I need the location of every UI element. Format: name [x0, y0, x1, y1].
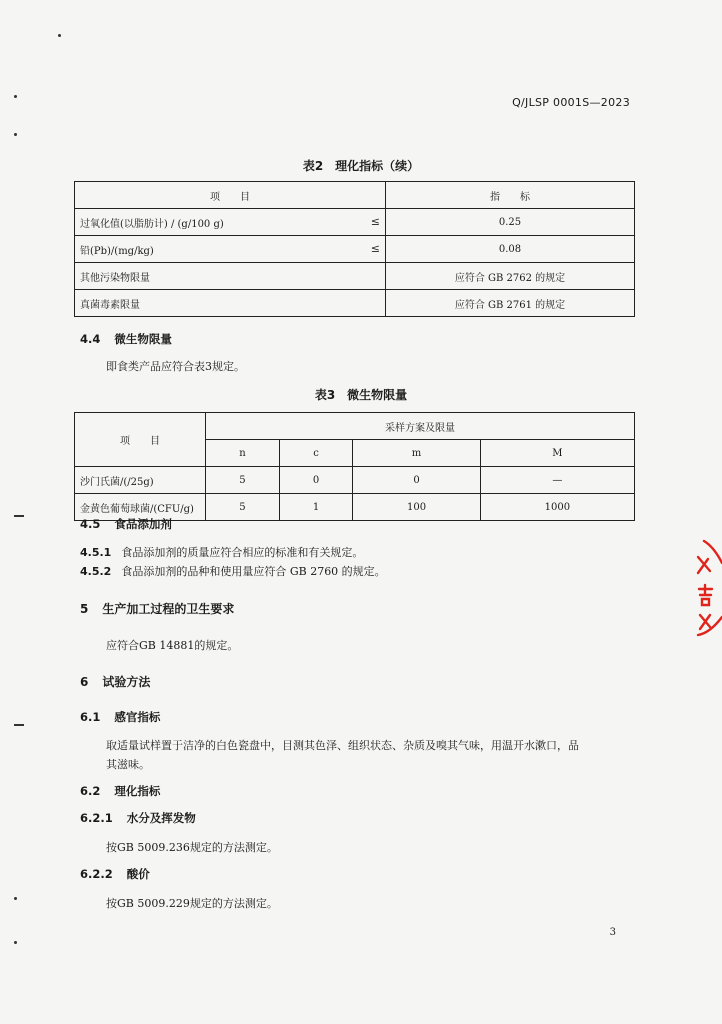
table3-title: 表3 微生物限量 — [314, 388, 408, 402]
page-number: 3 — [609, 927, 616, 938]
scan-speck — [58, 34, 61, 37]
table2-cell-value: 0.08 — [386, 236, 635, 263]
section-6-2-2-heading: 6.2.2 酸价 — [80, 867, 150, 881]
table3-cell-n: 5 — [206, 494, 280, 521]
section-6-heading: 6 试验方法 — [80, 675, 151, 689]
section-5-text: 应符合GB 14881的规定。 — [106, 639, 239, 652]
section-6-2-1-heading: 6.2.1 水分及挥发物 — [80, 811, 196, 825]
section-4-4-text: 即食类产品应符合表3规定。 — [106, 360, 245, 373]
scan-speck — [14, 941, 17, 944]
table3-header-row — [75, 413, 635, 440]
table3-cell-M: — — [480, 467, 634, 494]
scan-speck — [14, 724, 24, 726]
table3-cell-c: 1 — [279, 494, 353, 521]
red-seal-stamp — [692, 537, 722, 647]
section-4-5-1: 4.5.1 食品添加剂的质量应符合相应的标准和有关规定。 — [80, 546, 364, 559]
table-row — [75, 290, 635, 317]
section-6-1-text-line1: 取适量试样置于洁净的白色瓷盘中，目测其色泽、组织状态、杂质及嗅其气味，用温开水漱口，品 — [106, 739, 579, 752]
section-4-5-heading: 4.5 食品添加剂 — [80, 517, 172, 531]
table2-cell-item: 过氧化值(以脂肪计) / (g/100 g) ≤ — [75, 209, 386, 236]
table3-cell-item: 金黄色葡萄球菌/(CFU/g) — [75, 494, 206, 521]
table3-subheader-M: M — [480, 440, 634, 467]
table3-header-group: 采样方案及限量 — [206, 413, 635, 440]
section-4-4-heading: 4.4 微生物限量 — [80, 332, 172, 346]
table3-cell-item: 沙门氏菌/(/25g) — [75, 467, 206, 494]
table-row — [75, 209, 635, 236]
table2-cell-item: 铅(Pb)/(mg/kg) ≤ — [75, 236, 386, 263]
table2-header-item: 项 目 — [75, 182, 386, 209]
section-6-2-2-text: 按GB 5009.229规定的方法测定。 — [106, 897, 278, 910]
table3-cell-n: 5 — [206, 467, 280, 494]
table2-header-value: 指 标 — [386, 182, 635, 209]
table-row — [75, 263, 635, 290]
section-5-heading: 5 生产加工过程的卫生要求 — [80, 602, 235, 616]
table3-subheader-n: n — [206, 440, 280, 467]
scan-speck — [14, 95, 17, 98]
scan-speck — [14, 515, 24, 517]
section-6-1-heading: 6.1 感官指标 — [80, 710, 161, 724]
section-6-1-text-line2: 其滋味。 — [106, 758, 150, 771]
scan-speck — [14, 133, 17, 136]
table2-cell-item: 其他污染物限量 — [75, 263, 386, 290]
table2-cell-item: 真菌毒素限量 — [75, 290, 386, 317]
table3-cell-m: 0 — [353, 467, 480, 494]
table3-cell-m: 100 — [353, 494, 480, 521]
section-4-5-2: 4.5.2 食品添加剂的品种和使用量应符合 GB 2760 的规定。 — [80, 565, 386, 578]
table2-cell-value: 应符合 GB 2761 的规定 — [386, 290, 635, 317]
table3 — [74, 412, 635, 521]
table3-header-item: 项 目 — [75, 413, 206, 467]
table-row — [75, 467, 635, 494]
section-6-2-1-text: 按GB 5009.236规定的方法测定。 — [106, 841, 278, 854]
table2 — [74, 181, 635, 317]
table3-cell-M: 1000 — [480, 494, 634, 521]
table3-cell-c: 0 — [279, 467, 353, 494]
document-code: Q/JLSP 0001S—2023 — [512, 96, 630, 109]
table2-title: 表2 理化指标（续） — [302, 159, 420, 173]
table-row — [75, 236, 635, 263]
table2-header-row — [75, 182, 635, 209]
table3-subheader-m: m — [353, 440, 480, 467]
table3-subheader-c: c — [279, 440, 353, 467]
table2-cell-value: 0.25 — [386, 209, 635, 236]
table2-cell-value: 应符合 GB 2762 的规定 — [386, 263, 635, 290]
section-6-2-heading: 6.2 理化指标 — [80, 784, 161, 798]
scan-speck — [14, 897, 17, 900]
